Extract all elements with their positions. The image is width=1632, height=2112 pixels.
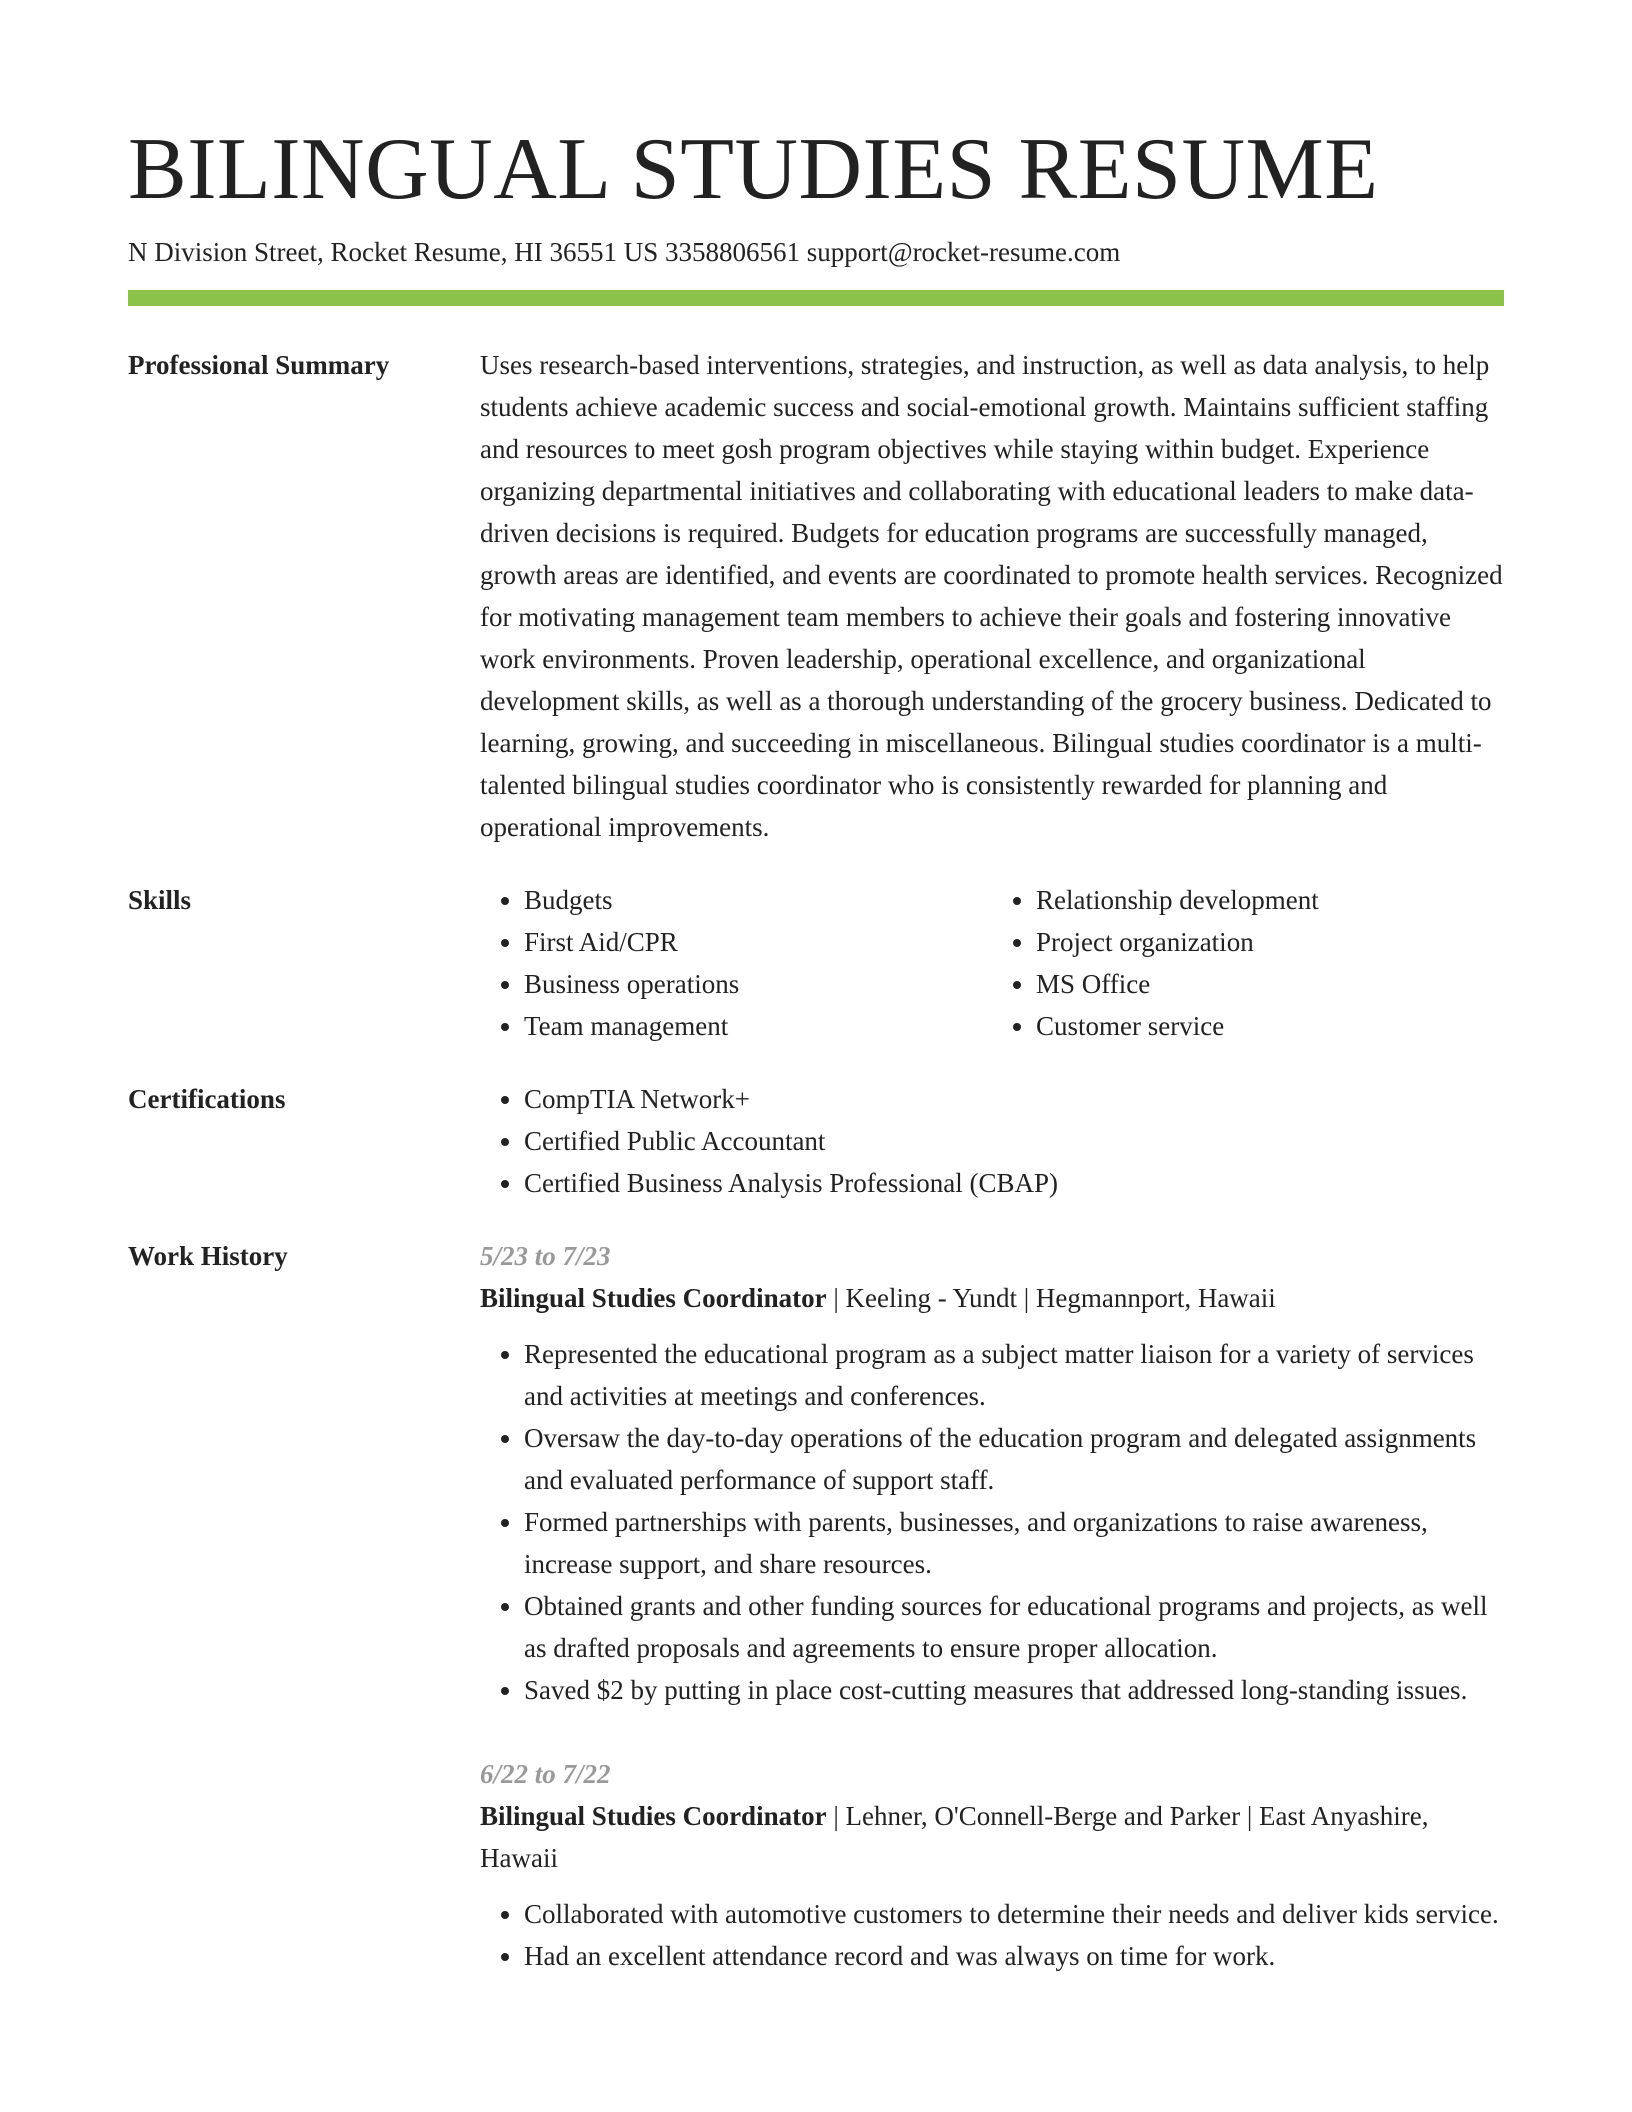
work-history-body xyxy=(480,1235,1504,1977)
job-dates: 5/23 to 7/23 xyxy=(480,1241,611,1271)
certification-item: • Certified Public Accountant xyxy=(524,1120,1504,1162)
skill-item: • Project organization xyxy=(1036,921,1504,963)
job-bullet: • Oversaw the day-to-day operations of the education program and delegated assignments and evaluated performance of support staff. xyxy=(524,1417,1504,1501)
job-heading xyxy=(480,1795,1504,1879)
skills-list-left xyxy=(480,879,992,1047)
job-bullets xyxy=(480,1333,1504,1711)
work-history-section xyxy=(128,1235,1504,1977)
skill-item: • Team management xyxy=(524,1005,992,1047)
skill-item: • MS Office xyxy=(1036,963,1504,1005)
skill-item: • Business operations xyxy=(524,963,992,1005)
certifications-section xyxy=(128,1078,1504,1204)
resume-title: BILINGUAL STUDIES RESUME xyxy=(128,121,1379,218)
section-label-skills: Skills xyxy=(128,885,192,915)
skills-list-right xyxy=(992,879,1504,1047)
section-label-work-history: Work History xyxy=(128,1241,288,1271)
certifications-body xyxy=(480,1078,1504,1204)
job-bullet: • Saved $2 by putting in place cost-cutting measures that addressed long-standing issues. xyxy=(524,1669,1504,1711)
contact-line: N Division Street, Rocket Resume, HI 36551 US 3358806561 support@rocket-resume.com xyxy=(128,237,1121,267)
job-bullet: • Had an excellent attendance record and was always on time for work. xyxy=(524,1935,1504,1977)
skill-item: • First Aid/CPR xyxy=(524,921,992,963)
summary-section xyxy=(128,344,1504,848)
job-bullet: • Formed partnerships with parents, businesses, and organizations to raise awareness, increase support, and share resources. xyxy=(524,1501,1504,1585)
job-title: Bilingual Studies Coordinator xyxy=(480,1801,827,1831)
job-title: Bilingual Studies Coordinator xyxy=(480,1283,827,1313)
skills-body xyxy=(480,879,1504,1047)
skill-item: • Relationship development xyxy=(1036,879,1504,921)
summary-text: Uses research-based interventions, strategies, and instruction, as well as data analysis, to help students achieve academic success and social-emotional growth. Maintains sufficient staffing and resources to meet gosh program objectives while staying within budget. Experience organizing departmental initiatives and collaborating with educational leaders to make data-driven decisions is required. Budgets for education programs are successfully managed, growth areas are identified, and events are coordinated to promote health services. Recognized for motivating management team members to achieve their goals and fostering innovative work environments. Proven leadership, operational excellence, and organizational development skills, as well as a thorough understanding of the grocery business. Dedicated to learning, growing, and succeeding in miscellaneous. Bilingual studies coordinator is a multi-talented bilingual studies coordinator who is consistently rewarded for planning and operational improvements. xyxy=(480,350,1503,842)
section-label-summary: Professional Summary xyxy=(128,350,390,380)
job-dates: 6/22 to 7/22 xyxy=(480,1759,611,1789)
certification-item: • Certified Business Analysis Professional (CBAP) xyxy=(524,1162,1504,1204)
skill-item: • Customer service xyxy=(1036,1005,1504,1047)
resume-page xyxy=(128,0,1504,1977)
job-bullets xyxy=(480,1893,1504,1977)
job-heading xyxy=(480,1277,1504,1319)
job-entry xyxy=(480,1235,1504,1711)
skills-grid xyxy=(480,879,1504,1047)
job-employer-location: | Lehner, O'Connell-Berge and Parker | East Anyashire, Hawaii xyxy=(480,1801,1429,1873)
job-employer-location: | Keeling - Yundt | Hegmannport, Hawaii xyxy=(826,1283,1276,1313)
job-entry xyxy=(480,1753,1504,1977)
job-bullet: • Collaborated with automotive customers to determine their needs and deliver kids service. xyxy=(524,1893,1504,1935)
skill-item: • Budgets xyxy=(524,879,992,921)
skills-section xyxy=(128,879,1504,1047)
section-label-certifications: Certifications xyxy=(128,1084,286,1114)
job-bullet: • Represented the educational program as a subject matter liaison for a variety of services and activities at meetings and conferences. xyxy=(524,1333,1504,1417)
summary-body xyxy=(480,344,1504,848)
certifications-list xyxy=(480,1078,1504,1204)
accent-divider xyxy=(128,290,1504,306)
job-bullet: • Obtained grants and other funding sources for educational programs and projects, as well as drafted proposals and agreements to ensure proper allocation. xyxy=(524,1585,1504,1669)
certification-item: • CompTIA Network+ xyxy=(524,1078,1504,1120)
